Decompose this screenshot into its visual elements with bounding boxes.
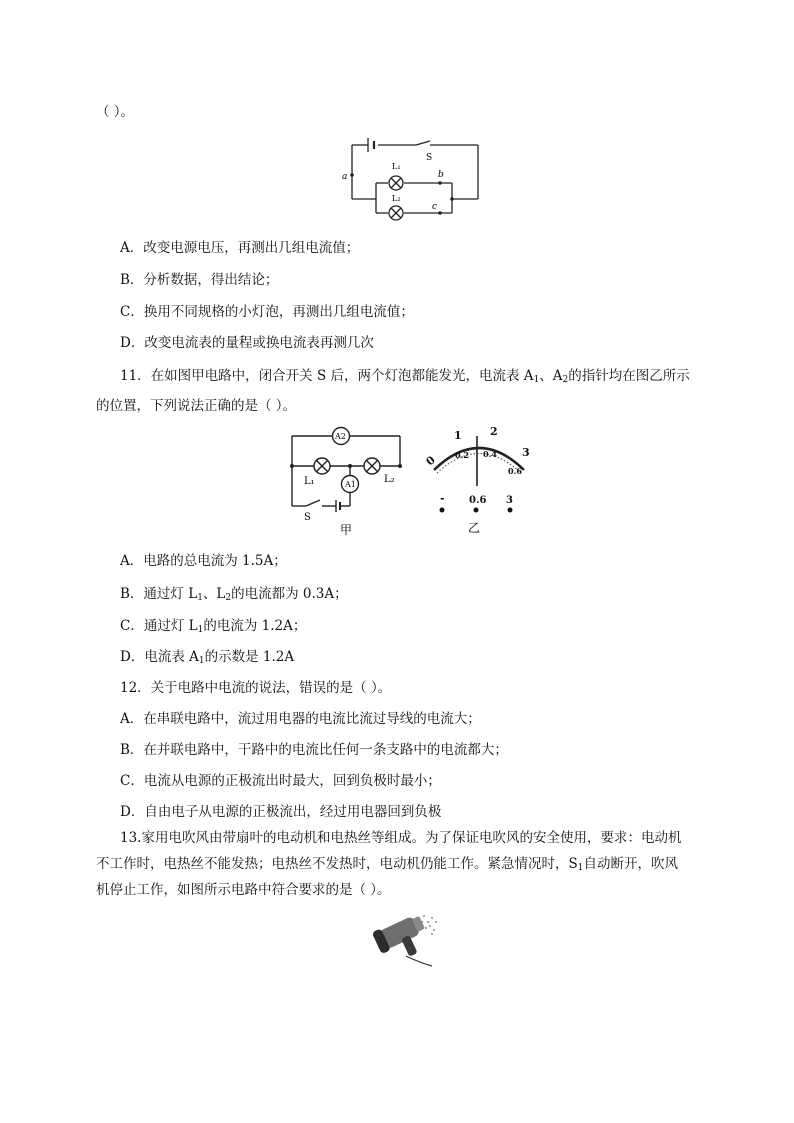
q13-stem-line1: 13.家用电吹风由带扇叶的电动机和电热丝等组成。为了保证电吹风的安全使用，要求：电动机: [120, 830, 682, 846]
q10-option-c: C．换用不同规格的小灯泡，再测出几组电流值；: [120, 304, 414, 320]
circuit-diagram-jia: [288, 424, 408, 536]
q10-option-d: D．改变电流表的量程或换电流表再测几次: [120, 335, 374, 351]
scale-2: 2: [490, 425, 498, 438]
hair-dryer-image: [372, 908, 442, 970]
q11-stem-line1: 11．在如图甲电路中，闭合开关 S 后，两个灯泡都能发光，电流表 $A_1$、$A_2$的指针均在图乙所示: [120, 368, 690, 385]
q12-option-a: A．在串联电路中，流过用电器的电流比流过导线的电流大；: [120, 711, 481, 727]
q10-option-b: B．分析数据，得出结论；: [120, 272, 279, 288]
q11-option-c: C．通过灯 $L_1$的电流为 1.2A；: [120, 618, 307, 635]
label-l1: L₁: [392, 162, 401, 171]
lamp-l2-label: L₂: [384, 474, 395, 485]
q12-stem: 12．关于电路中电流的说法，错误的是（ ）。: [120, 680, 392, 696]
switch-s-label: S: [304, 512, 311, 523]
label-b: b: [438, 170, 444, 180]
circuit-diagram-1: [340, 133, 486, 223]
ammeter-a1-label: A1: [345, 480, 356, 489]
lamp-l1-label: L₁: [304, 476, 315, 487]
q13-stem-line2: 不工作时，电热丝不能发热；电热丝不发热时，电动机仍能工作。紧急情况时，$S_1$自动断开，吹风: [96, 856, 678, 873]
q10-option-a: A．改变电源电压，再测出几组电流值；: [120, 240, 360, 256]
label-s: S: [426, 153, 433, 163]
terminal-0-6: 0.6: [469, 495, 487, 506]
terminal-3: 3: [506, 495, 513, 506]
scale-0-6: 0.6: [508, 466, 522, 476]
q12-option-c: C．电流从电源的正极流出时最大，回到负极时最小；: [120, 773, 441, 789]
q13-stem-line3: 机停止工作，如图所示电路中符合要求的是（ ）。: [96, 882, 391, 898]
label-a: a: [342, 172, 348, 182]
q11-stem-line2: 的位置，下列说法正确的是（ ）。: [96, 398, 297, 414]
terminal-neg: -: [440, 492, 445, 505]
ammeter-a2-label: A2: [335, 432, 346, 441]
label-l2: L₂: [392, 194, 401, 203]
q11-option-a: A．电路的总电流为 1.5A；: [120, 553, 287, 569]
scale-0: 0: [423, 453, 438, 469]
scale-0-2: 0.2: [455, 450, 469, 460]
q12-option-d: D．自由电子从电源的正极流出，经过用电器回到负极: [120, 804, 442, 820]
label-c: c: [432, 202, 438, 212]
q12-option-b: B．在并联电路中，干路中的电流比任何一条支路中的电流都大；: [120, 742, 508, 758]
q11-option-b: B．通过灯 $L_1$、$L_2$的电流都为 0.3A；: [120, 586, 348, 603]
q11-option-d: D．电流表 $A_1$的示数是 1.2A: [120, 649, 295, 666]
ammeter-dial-yi: [420, 422, 538, 538]
answer-bracket: （ ）。: [96, 104, 135, 120]
caption-jia: 甲: [340, 523, 353, 536]
scale-3: 3: [522, 446, 530, 459]
scale-0-4: 0.4: [483, 449, 497, 459]
scale-1: 1: [454, 429, 462, 442]
caption-yi: 乙: [468, 521, 481, 535]
